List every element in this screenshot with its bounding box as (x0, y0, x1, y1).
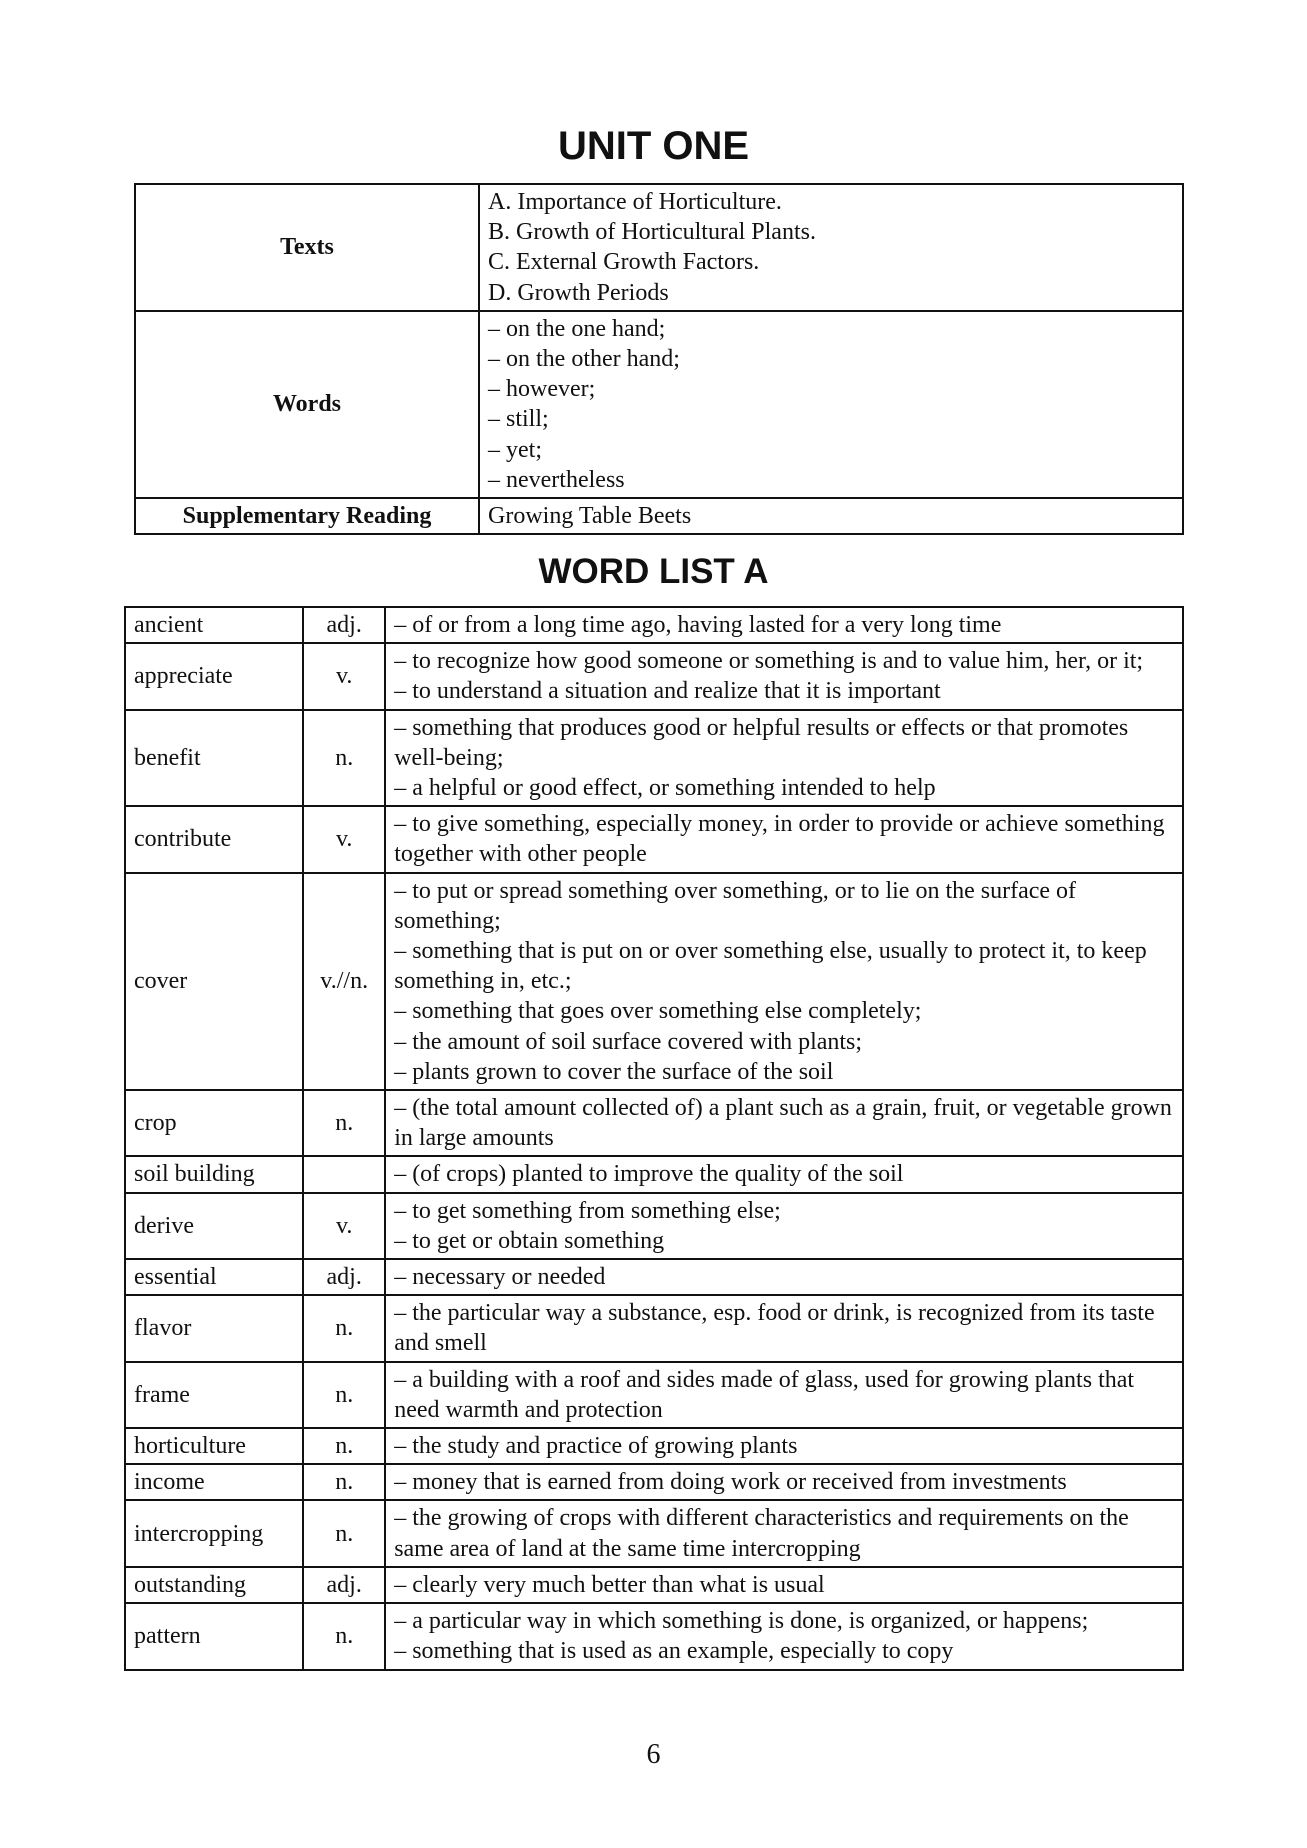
word-part-of-speech: n. (303, 1428, 385, 1464)
word-part-of-speech: n. (303, 1464, 385, 1500)
word-row (125, 1259, 1183, 1295)
texts-list (479, 184, 1183, 311)
definition-line: – the growing of crops with different characteristics and requirements on the same area of land at the same time intercropping (394, 1505, 1129, 1562)
word-term: intercropping (125, 1500, 303, 1566)
word-definition (385, 1500, 1183, 1566)
text-item: D. Growth Periods (488, 279, 669, 306)
word-row (125, 1428, 1183, 1464)
definition-line: – of or from a long time ago, having lasted for a very long time (394, 612, 1002, 638)
unit-summary-table (134, 183, 1184, 535)
words-list (479, 311, 1183, 498)
word-definition (385, 1295, 1183, 1361)
word-row (125, 1464, 1183, 1500)
supplementary-value: Growing Table Beets (479, 498, 1183, 534)
texts-label: Texts (135, 184, 479, 311)
word-definition (385, 1567, 1183, 1603)
word-part-of-speech: v.//n. (303, 873, 385, 1090)
definition-line: – a particular way in which something is done, is organized, or happens; (394, 1608, 1089, 1635)
supplementary-label: Supplementary Reading (135, 498, 479, 534)
definition-line: – to understand a situation and realize that it is important (394, 678, 941, 705)
word-part-of-speech: n. (303, 1090, 385, 1156)
word-part-of-speech: adj. (303, 1259, 385, 1295)
word-item: – still; (488, 406, 549, 433)
text-item: B. Growth of Horticultural Plants. (488, 219, 816, 246)
word-item: – however; (488, 376, 596, 403)
word-row (125, 1156, 1183, 1192)
word-definition (385, 710, 1183, 807)
word-row (125, 1090, 1183, 1156)
definition-line: – the study and practice of growing plants (394, 1433, 798, 1460)
word-definition (385, 607, 1183, 643)
text-item: C. External Growth Factors. (488, 249, 760, 276)
definition-line: – to give something, especially money, in order to provide or achieve something together with other people (394, 811, 1165, 868)
word-definition (385, 806, 1183, 872)
definition-line: – to recognize how good someone or something is and to value him, her, or it; (394, 648, 1144, 675)
word-term: pattern (125, 1603, 303, 1669)
definition-line: – plants grown to cover the surface of the soil (394, 1058, 834, 1085)
word-definition (385, 1464, 1183, 1500)
word-part-of-speech: v. (303, 1193, 385, 1259)
word-definition (385, 873, 1183, 1090)
word-definition (385, 643, 1183, 709)
word-row (125, 710, 1183, 807)
word-item: – yet; (488, 436, 542, 463)
word-row (125, 806, 1183, 872)
words-label: Words (135, 311, 479, 498)
definition-line: – the amount of soil surface covered with plants; (394, 1028, 863, 1055)
definition-line: – money that is earned from doing work or received from investments (394, 1469, 1067, 1496)
word-term: outstanding (125, 1567, 303, 1603)
text-item: A. Importance of Horticulture. (488, 189, 782, 215)
definition-line: – to put or spread something over something, or to lie on the surface of something; (394, 877, 1077, 934)
definition-line: – (of crops) planted to improve the quality of the soil (394, 1161, 904, 1188)
word-row (125, 1193, 1183, 1259)
word-term: essential (125, 1259, 303, 1295)
word-term: soil building (125, 1156, 303, 1192)
word-term: crop (125, 1090, 303, 1156)
definition-line: – necessary or needed (394, 1264, 606, 1291)
word-term: frame (125, 1362, 303, 1428)
word-part-of-speech: v. (303, 643, 385, 709)
word-row (125, 1567, 1183, 1603)
word-part-of-speech: adj. (303, 1567, 385, 1603)
word-term: benefit (125, 710, 303, 807)
word-term: ancient (125, 607, 303, 643)
definition-line: – (the total amount collected of) a plant such as a grain, fruit, or vegetable grown in large amounts (394, 1095, 1172, 1152)
definition-line: – something that is put on or over something else, usually to protect it, to keep something in, etc.; (394, 938, 1147, 995)
word-term: appreciate (125, 643, 303, 709)
word-term: flavor (125, 1295, 303, 1361)
definition-line: – the particular way a substance, esp. food or drink, is recognized from its taste and smell (394, 1300, 1155, 1357)
word-row (125, 1603, 1183, 1669)
unit-title: UNIT ONE (557, 124, 750, 168)
word-definition (385, 1603, 1183, 1669)
word-part-of-speech (303, 1156, 385, 1192)
word-part-of-speech: v. (303, 806, 385, 872)
word-row (125, 1500, 1183, 1566)
page-number: 6 (646, 1739, 661, 1770)
definition-line: – to get something from something else; (394, 1197, 781, 1224)
word-row (125, 1362, 1183, 1428)
word-definition (385, 1193, 1183, 1259)
word-definition (385, 1156, 1183, 1192)
word-part-of-speech: n. (303, 710, 385, 807)
word-term: derive (125, 1193, 303, 1259)
word-part-of-speech: adj. (303, 607, 385, 643)
definition-line: – clearly very much better than what is usual (394, 1571, 825, 1598)
word-part-of-speech: n. (303, 1362, 385, 1428)
word-definition (385, 1090, 1183, 1156)
word-item: – nevertheless (488, 466, 625, 493)
word-definition (385, 1259, 1183, 1295)
definition-line: – something that produces good or helpful results or effects or that promotes well-being; (394, 714, 1129, 771)
word-row (125, 873, 1183, 1090)
word-part-of-speech: n. (303, 1603, 385, 1669)
word-part-of-speech: n. (303, 1295, 385, 1361)
word-row (125, 607, 1183, 643)
definition-line: – a building with a roof and sides made of glass, used for growing plants that need warmth and protection (394, 1366, 1135, 1423)
word-list-table (124, 606, 1184, 1671)
definition-line: – something that is used as an example, especially to copy (394, 1638, 954, 1665)
word-item: – on the one hand; (488, 315, 666, 342)
word-term: contribute (125, 806, 303, 872)
word-row (125, 1295, 1183, 1361)
supplementary-row (135, 498, 1183, 534)
word-term: cover (125, 873, 303, 1090)
definition-line: – something that goes over something else completely; (394, 998, 922, 1025)
definition-line: – to get or obtain something (394, 1227, 665, 1254)
definition-line: – a helpful or good effect, or something intended to help (394, 775, 936, 802)
word-item: – on the other hand; (488, 346, 680, 373)
word-row (125, 643, 1183, 709)
words-row (135, 311, 1183, 498)
texts-row (135, 184, 1183, 311)
word-term: horticulture (125, 1428, 303, 1464)
word-list-title: WORD LIST A (538, 552, 769, 591)
word-term: income (125, 1464, 303, 1500)
word-definition (385, 1362, 1183, 1428)
word-definition (385, 1428, 1183, 1464)
word-part-of-speech: n. (303, 1500, 385, 1566)
